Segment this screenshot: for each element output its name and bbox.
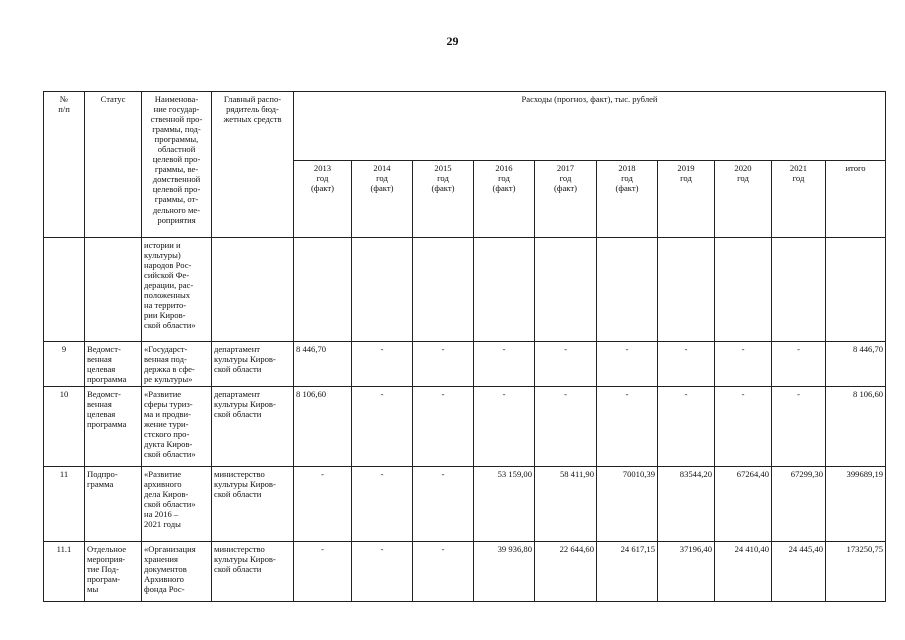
cell-total: 8 446,70 [826,342,886,387]
table-row [44,238,886,342]
cell-value: 8 446,70 [294,342,352,387]
cell-status: Подпро- грамма [85,467,142,542]
cell-value: - [352,387,413,467]
table-row [44,342,886,387]
header-expenses: Расходы (прогноз, факт), тыс. рублей [294,92,886,161]
header-administrator: Главный распо- рядитель бюд- жетных средств [212,92,294,238]
cell-value: 53 159,00 [474,467,535,542]
cell-admin: департамент культуры Киров- ской области [212,342,294,387]
cell-value: - [474,342,535,387]
cell-value: 24 445,40 [772,542,826,602]
cell-value [597,238,658,342]
header-year: 2013 год (факт) [294,161,352,238]
cell-value [413,238,474,342]
cell-value: - [715,387,772,467]
header-total: итого [826,161,886,238]
cell-value: - [352,467,413,542]
table-row [44,467,886,542]
cell-value [826,238,886,342]
cell-value [772,238,826,342]
cell-name: истории и культуры) народов Рос- сийской Фе- дерации, рас- положенных на террито- рии Киров- ской области» [142,238,212,342]
table-row [44,542,886,602]
cell-status: Отдельное мероприя- тие Под- програм- мы [85,542,142,602]
cell-value [474,238,535,342]
expenses-table [43,91,886,602]
header-year: 2019 год [658,161,715,238]
cell-value: 39 936,80 [474,542,535,602]
cell-value: - [658,342,715,387]
cell-admin: департамент культуры Киров- ской области [212,387,294,467]
header-year: 2014 год (факт) [352,161,413,238]
header-name: Наименова- ние государ- ственной про- граммы, под- программы, областной целевой про- граммы, ве- домственной целевой про- граммы, от- дельного ме- роприятия [142,92,212,238]
cell-value: - [597,342,658,387]
cell-value: 83544,20 [658,467,715,542]
cell-value: - [715,342,772,387]
cell-value [535,238,597,342]
cell-value: - [352,542,413,602]
cell-value: - [294,467,352,542]
header-year: 2016 год (факт) [474,161,535,238]
cell-value: 70010,39 [597,467,658,542]
cell-value [658,238,715,342]
cell-value: 67299,30 [772,467,826,542]
page-number: 29 [446,34,459,48]
cell-num: 10 [44,387,85,467]
header-year: 2017 год (факт) [535,161,597,238]
cell-total: 399689,19 [826,467,886,542]
cell-value: 24 410,40 [715,542,772,602]
cell-value: 8 106,60 [294,387,352,467]
cell-value: - [597,387,658,467]
header-row-top [44,92,886,161]
cell-name: «Развитие сферы туриз- ма и продви- жение тури- стского про- дукта Киров- ской области» [142,387,212,467]
cell-status: Ведомст- венная целевая программа [85,342,142,387]
cell-value: - [413,387,474,467]
cell-value [715,238,772,342]
cell-num: 11 [44,467,85,542]
cell-name: «Развитие архивного дела Киров- ской области» на 2016 – 2021 годы [142,467,212,542]
cell-value: 67264,40 [715,467,772,542]
header-year: 2020 год [715,161,772,238]
cell-num [44,238,85,342]
cell-total: 8 106,60 [826,387,886,467]
cell-value: - [772,387,826,467]
cell-num: 11.1 [44,542,85,602]
cell-name: «Организация хранения документов Архивного фонда Рос- [142,542,212,602]
cell-num: 9 [44,342,85,387]
header-year: 2021 год [772,161,826,238]
cell-value: - [772,342,826,387]
header-status: Статус [85,92,142,238]
cell-value: 24 617,15 [597,542,658,602]
cell-status: Ведомст- венная целевая программа [85,387,142,467]
cell-admin: министерство культуры Киров- ской области [212,542,294,602]
cell-value: - [352,342,413,387]
header-year: 2015 год (факт) [413,161,474,238]
cell-value: 22 644,60 [535,542,597,602]
cell-name: «Государст- венная под- держка в сфе- ре культуры» [142,342,212,387]
header-year: 2018 год (факт) [597,161,658,238]
cell-value: - [474,387,535,467]
cell-value [352,238,413,342]
cell-value: - [535,342,597,387]
cell-admin [212,238,294,342]
cell-total: 173250,75 [826,542,886,602]
cell-status [85,238,142,342]
cell-value: 58 411,90 [535,467,597,542]
cell-value: - [413,542,474,602]
cell-value: - [413,467,474,542]
cell-value: - [413,342,474,387]
cell-value [294,238,352,342]
cell-value: 37196,40 [658,542,715,602]
table-row [44,387,886,467]
cell-value: - [658,387,715,467]
cell-value: - [294,542,352,602]
cell-value: - [535,387,597,467]
cell-admin: министерство культуры Киров- ской области [212,467,294,542]
header-num: № п/п [44,92,85,238]
